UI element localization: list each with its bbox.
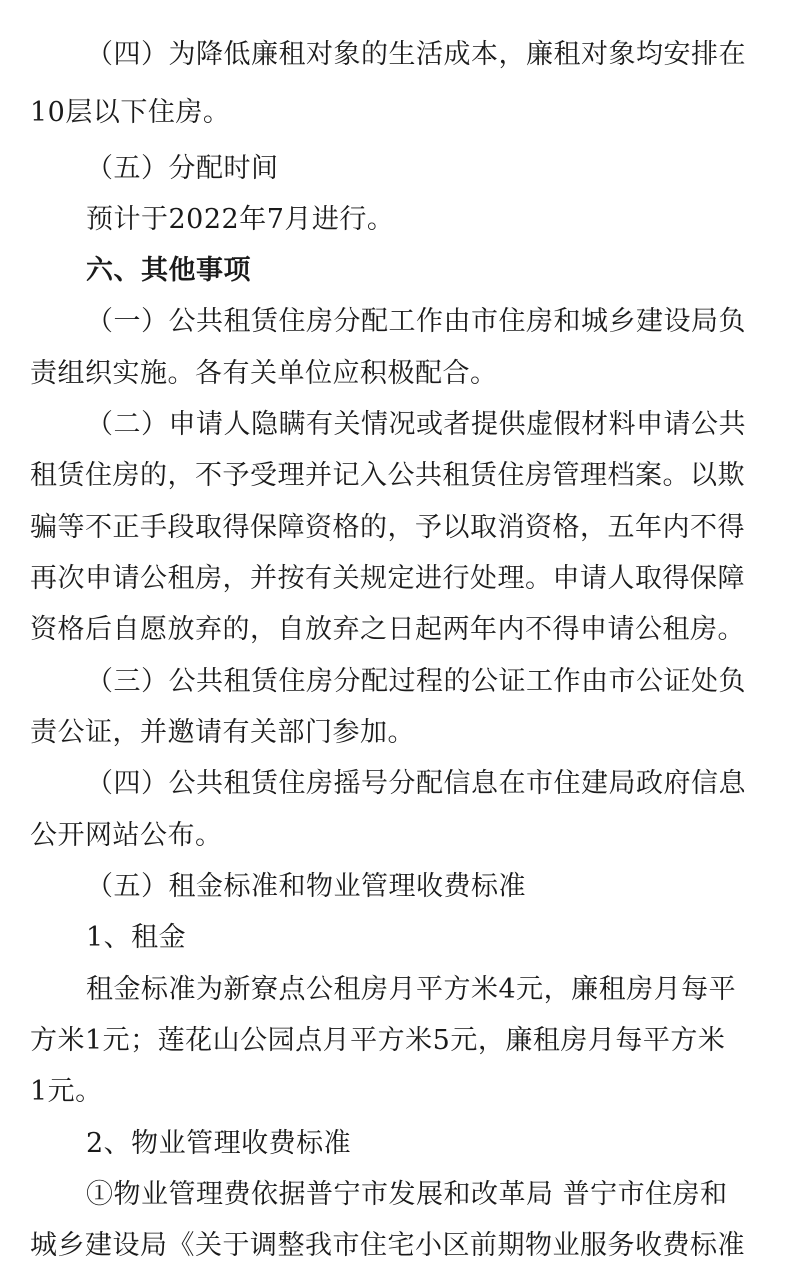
item-2-line-1: （二）申请人隐瞒有关情况或者提供虚假材料申请公共 bbox=[86, 409, 746, 440]
rent-text-line-3: 1元。 bbox=[30, 1076, 103, 1107]
paragraph-4-line-2: 10层以下住房。 bbox=[30, 97, 231, 128]
item-2-line-2: 租赁住房的，不予受理并记入公共租赁住房管理档案。以欺 bbox=[30, 460, 745, 491]
item-3-line-1: （三）公共租赁住房分配过程的公证工作由市公证处负 bbox=[86, 666, 746, 697]
paragraph-4-line-1: （四）为降低廉租对象的生活成本，廉租对象均安排在 bbox=[86, 39, 746, 70]
section-heading-other-matters: 六、其他事项 bbox=[86, 255, 251, 286]
property-fee-text-line-2: 城乡建设局《关于调整我市住宅小区前期物业服务收费标准 bbox=[30, 1230, 745, 1261]
rent-text-line-1: 租金标准为新寮点公租房月平方米4元，廉租房月每平 bbox=[86, 974, 737, 1005]
item-2-line-4: 再次申请公租房，并按有关规定进行处理。申请人取得保障 bbox=[30, 563, 745, 594]
rent-subheading: 1、租金 bbox=[86, 922, 187, 953]
rent-text-line-2: 方米1元；莲花山公园点月平方米5元，廉租房月每平方米 bbox=[30, 1025, 726, 1056]
section-5-heading: （五）分配时间 bbox=[86, 153, 279, 184]
item-4-line-1: （四）公共租赁住房摇号分配信息在市住建局政府信息 bbox=[86, 768, 746, 799]
item-1-line-2: 责组织实施。各有关单位应积极配合。 bbox=[30, 358, 498, 389]
property-fee-subheading: 2、物业管理收费标准 bbox=[86, 1128, 352, 1159]
item-2-line-3: 骗等不正手段取得保障资格的，予以取消资格，五年内不得 bbox=[30, 512, 745, 543]
item-1-line-1: （一）公共租赁住房分配工作由市住房和城乡建设局负 bbox=[86, 306, 746, 337]
property-fee-text-line-1: ①物业管理费依据普宁市发展和改革局 普宁市住房和 bbox=[86, 1179, 728, 1210]
item-2-line-5: 资格后自愿放弃的，自放弃之日起两年内不得申请公租房。 bbox=[30, 614, 745, 645]
item-5-heading: （五）租金标准和物业管理收费标准 bbox=[86, 871, 526, 902]
item-3-line-2: 责公证，并邀请有关部门参加。 bbox=[30, 717, 415, 748]
allocation-time-text: 预计于2022年7月进行。 bbox=[86, 204, 395, 235]
item-4-line-2: 公开网站公布。 bbox=[30, 820, 223, 851]
